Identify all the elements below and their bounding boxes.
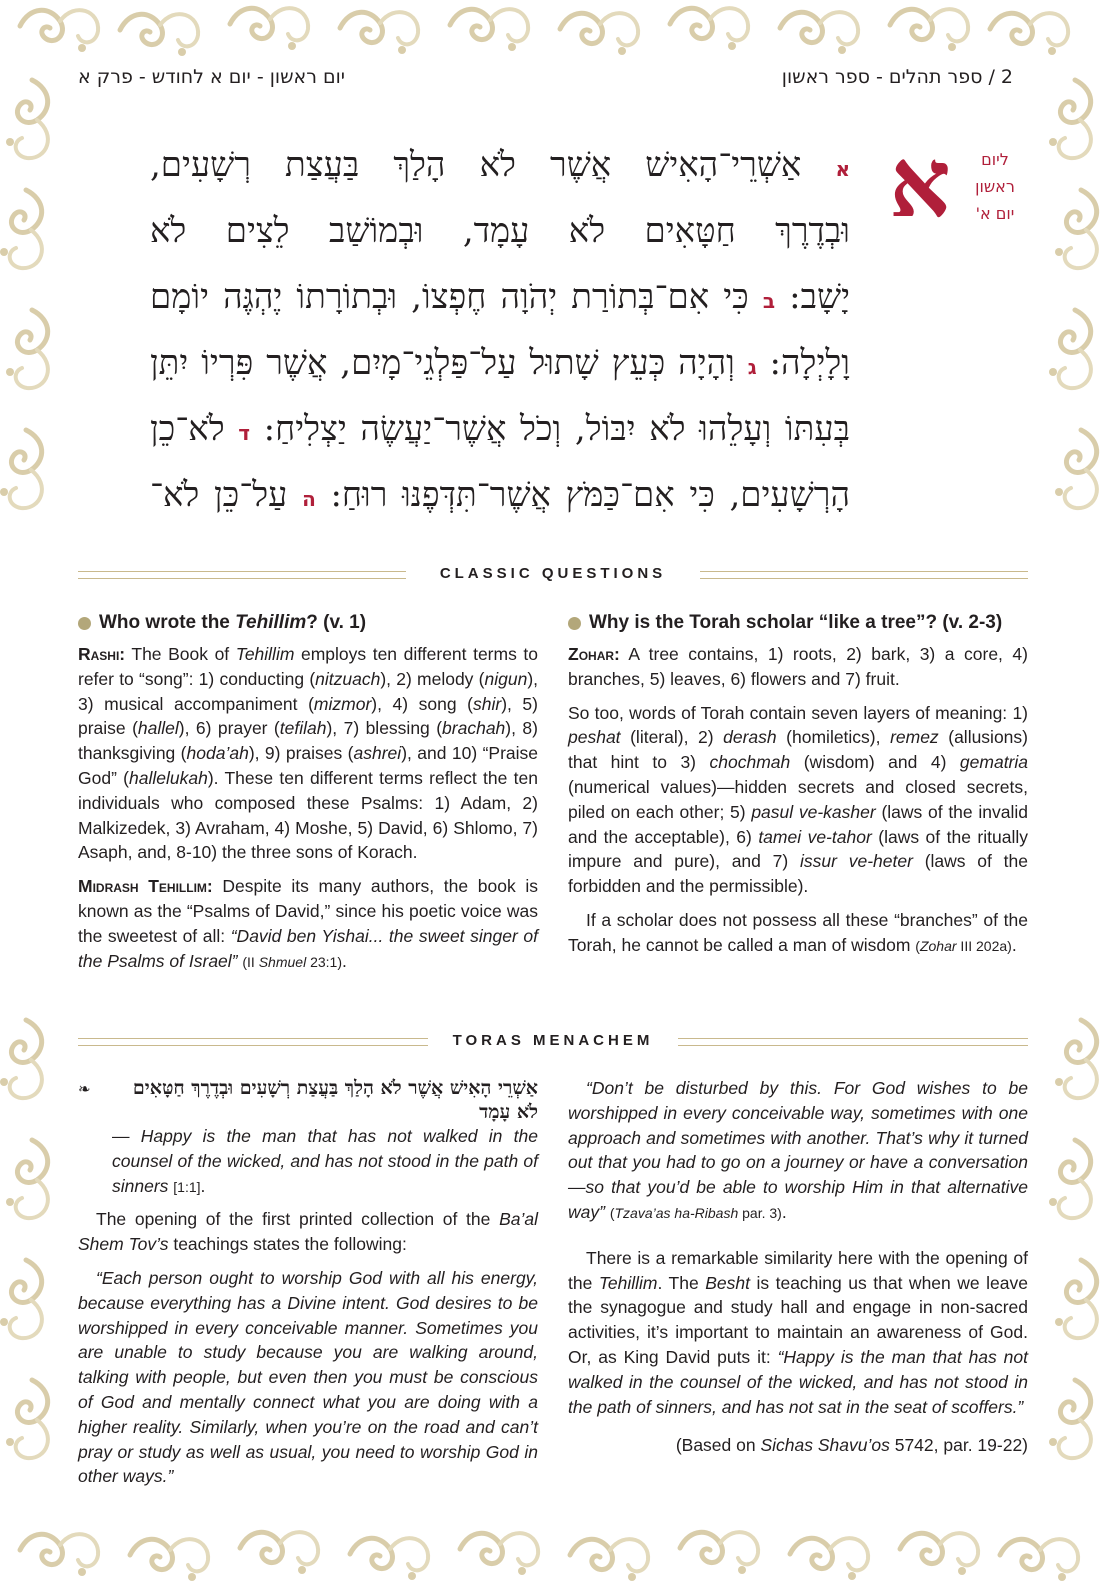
text-run: . xyxy=(1011,934,1017,955)
commentary-paragraph xyxy=(78,1266,538,1489)
verse-translation xyxy=(112,1124,538,1199)
text-run: ( xyxy=(609,1204,615,1221)
text-run: ). These ten different terms reflect the ten individuals who composed these Psalms: 1) Adam, 2) Malkizedek, 3) Avraham, 4) Moshe, 5) David, 6) Shlomo, 7) Asaph, and, 8-10) the three sons of Korach. xyxy=(78,767,538,863)
hebrew-verse-quote: אַשְׁרֵי הָאִישׁ אֲשֶׁר לֹא הָלַךְ בַּעֲצַת רְשָׁעִים וּבְדֶרֶךְ חַטָּאִים לֹא עָמָד xyxy=(132,1077,538,1123)
text-run: issur ve-heter xyxy=(800,851,913,872)
text-run: hallel xyxy=(137,718,179,739)
verse-number: ד xyxy=(238,421,251,445)
source-credit xyxy=(568,1433,1028,1458)
text-run: ? (v. 1) xyxy=(306,612,367,633)
hebrew-line xyxy=(150,198,850,264)
day-label-line: ליום xyxy=(981,150,1009,169)
commentary-paragraph xyxy=(568,1076,1028,1226)
text-run: Shmuel xyxy=(258,953,307,970)
fleuron-icon: ❧ xyxy=(78,1081,91,1098)
toras-menachem-right-column xyxy=(568,1076,1028,1467)
text-run: Besht xyxy=(705,1272,750,1293)
text-run: mizmor xyxy=(313,693,372,714)
text-run: עַל־כֵּן לֹא־ xyxy=(150,475,303,515)
toras-menachem-header xyxy=(78,1029,1028,1053)
text-run: Sichas Shavu’os xyxy=(760,1435,890,1456)
text-run: A tree contains, 1) roots, 2) bark, 3) a core, 4) branches, 5) leaves, 6) flowers and 7) fruit. xyxy=(568,644,1028,689)
text-run: (II xyxy=(242,953,259,970)
text-run: gematria xyxy=(959,752,1029,773)
verse-number: ה xyxy=(302,487,316,511)
text-run: Zohar xyxy=(919,937,957,954)
text-run: ), 6) prayer ( xyxy=(178,718,280,739)
text-run: Why is the Torah scholar “like a tree”? (v. 2-3) xyxy=(589,612,1003,633)
section-title: CLASSIC QUESTIONS xyxy=(439,565,667,582)
text-run: derash xyxy=(723,727,777,748)
chapter-initial-letter: א xyxy=(889,126,951,239)
text-run: III 202a) xyxy=(956,937,1012,954)
text-run: teachings states the following: xyxy=(168,1234,407,1255)
text-run: 23:1) xyxy=(306,953,342,970)
text-run: nigun xyxy=(484,668,528,689)
text-run: . xyxy=(781,1201,787,1222)
text-run: The opening of the first printed collection of the xyxy=(96,1209,500,1230)
text-run: “Don’t be disturbed by this. For God wishes to be worshipped in every conceivable way, sometimes with one approach and sometimes with another. That’s why it turned out that you had to go on a journey or have a conversation—so that you’d be able to worship Him in that alternative way” xyxy=(568,1078,1028,1222)
classic-questions-right-column xyxy=(568,610,1028,968)
text-run: (numerical values)—hidden secrets and closed secrets, piled on each other; 5) xyxy=(568,776,1028,822)
day-label xyxy=(960,146,1030,227)
text-run: There is a remarkable similarity here with the opening of the xyxy=(568,1247,1028,1293)
text-run: 5742, par. 19-22) xyxy=(889,1435,1028,1456)
text-run: (homiletics), xyxy=(776,727,891,748)
text-run: ), 4) song ( xyxy=(371,693,473,714)
hebrew-line xyxy=(150,330,850,396)
text-run: If a scholar does not possess all these “branches” of the Torah, he cannot be called a man of wisdom xyxy=(568,909,1028,955)
text-run: chochmah xyxy=(709,752,791,773)
hebrew-line xyxy=(150,264,850,330)
text-run: (literal), 2) xyxy=(620,727,724,748)
text-run: כִּי אִם־בְּתוֹרַת יְהֹוָה חֶפְצוֹ, וּבְתוֹרָתוֹ יֶהְגֶּה יוֹמָם xyxy=(150,277,763,317)
text-run: וָלָיְלָה: xyxy=(756,343,850,383)
question-heading xyxy=(78,610,538,636)
text-run: יָשָׁב: xyxy=(775,277,851,317)
text-run: nitzuach xyxy=(315,668,381,689)
text-run: tefilah xyxy=(279,718,327,739)
day-label-line: יום א' xyxy=(975,204,1015,223)
text-run: (wisdom) and 4) xyxy=(790,752,960,773)
text-run: Despite its many authors, the book is known as the “Psalms of David,” since his poetic voice was the sweetest of all: xyxy=(78,876,538,946)
text-run: (laws of the forbidden and the permissible). xyxy=(568,851,1028,897)
text-run: employs ten different terms to refer to “song”: 1) conducting ( xyxy=(78,644,538,689)
text-run: par. 3) xyxy=(738,1204,782,1221)
text-run: remez xyxy=(890,727,939,748)
text-run: (laws of the invalid and the acceptable), 6) xyxy=(568,801,1028,847)
text-run: shir xyxy=(472,693,502,714)
text-run: ), and 10) “Praise God” ( xyxy=(78,743,538,788)
classic-questions-left-column xyxy=(78,610,538,983)
classic-questions-header xyxy=(78,562,1028,586)
hebrew-line xyxy=(150,396,850,462)
text-run: (Based on xyxy=(675,1435,761,1456)
text-run: hoda’ah xyxy=(186,743,249,764)
commentary-paragraph xyxy=(78,1207,538,1257)
text-run: Zohar: xyxy=(568,644,620,664)
text-run: “Happy is the man that has not walked in the counsel of the wicked, and has not stood in the path of sinners, and has not sat in the seat of scoffers.” xyxy=(568,1346,1028,1417)
text-run: הָרְשָׁעִים, כִּי אִם־כַּמֹּץ אֲשֶׁר־תִּדְּפֶנּוּ רוּחַ: xyxy=(315,475,851,515)
question-text xyxy=(589,610,1002,636)
text-run: is teaching us that when we leave the synagogue and study hall and engage in non-sacred activities, it’s important to maintain an awareness of God. Or, as King David puts it: xyxy=(568,1272,1028,1367)
text-run: “Each person ought to worship God with all his energy, because everything has a Divine intent. God desires to be worshipped in every conceivable manner. Sometimes you are unable to study because you are walking around, talking with people, but even then you must be conscious of God and mentally connect what you are doing with a higher reality. Similarly, when you’re on the road and can’t pray or study as well as usual, you need to worship God in other ways.” xyxy=(78,1267,538,1487)
text-run: The Book of xyxy=(125,644,236,664)
hebrew-line xyxy=(150,462,850,528)
question-heading xyxy=(568,610,1028,636)
text-run: (allusions) that hint to 3) xyxy=(568,727,1028,773)
text-run: Tehillim xyxy=(235,612,307,633)
text-run: ), 2) melody ( xyxy=(380,668,485,689)
text-run: Ba’al Shem Tov’s xyxy=(78,1209,538,1255)
text-run: ashrei xyxy=(353,743,402,764)
verse-number: א xyxy=(835,157,850,181)
commentary-paragraph xyxy=(568,908,1028,959)
text-run: Tzava’as ha-Ribash xyxy=(614,1204,739,1221)
text-run: — xyxy=(112,1126,141,1146)
commentary-paragraph xyxy=(568,1246,1028,1420)
verse-quote xyxy=(78,1076,538,1199)
text-run: tamei ve-tahor xyxy=(758,826,872,847)
commentary-paragraph xyxy=(568,642,1028,692)
verse-number: ג xyxy=(747,355,757,379)
text-run: pasul ve-kasher xyxy=(751,801,876,822)
text-run: . xyxy=(200,1175,206,1196)
text-run: Rashi: xyxy=(78,644,126,664)
text-run: ), 7) blessing ( xyxy=(326,718,443,739)
text-run: “David ben Yishai... the sweet singer of the Psalms of Israel” xyxy=(78,925,538,971)
text-run: Who wrote the xyxy=(99,612,236,633)
toras-menachem-left-column xyxy=(78,1076,538,1498)
text-run: ( xyxy=(915,937,920,954)
text-run: ), 8) thanksgiving ( xyxy=(78,718,538,764)
text-run: . The xyxy=(657,1272,706,1293)
text-run: hallelukah xyxy=(129,767,208,788)
text-run: ), 5) praise ( xyxy=(78,693,538,739)
text-run: So too, words of Torah contain seven layers of meaning: 1) xyxy=(568,702,1028,723)
day-label-line: ראשון xyxy=(975,177,1015,196)
text-run: peshat xyxy=(568,727,621,748)
bullet-icon xyxy=(78,617,91,630)
text-run: לֹא־כֵן xyxy=(150,409,239,449)
running-head-left: יום ראשון - יום א לחודש - פרק א xyxy=(78,66,346,88)
running-head-right: 2 / ספר תהלים - ספר ראשון xyxy=(781,66,1013,88)
text-run: Tehillim xyxy=(598,1272,658,1293)
commentary-paragraph xyxy=(78,874,538,974)
text-run: וְהָיָה כְּעֵץ שָׁתוּל עַל־פַּלְגֵי־מָיִם, אֲשֶׁר פִּרְיוֹ יִתֵּן xyxy=(150,343,748,383)
text-run: בְּעִתּוֹ וְעָלֵהוּ לֹא יִבּוֹל, וְכֹל אֲשֶׁר־יַעֲשֶׂה יַצְלִיחַ: xyxy=(250,409,850,449)
text-run: [1:1] xyxy=(173,1178,201,1195)
text-run: ), 3) musical accompaniment ( xyxy=(78,668,539,714)
text-run: וּבְדֶרֶךְ חַטָּאִים לֹא עָמָד, וּבְמוֹשַׁב לֵצִים לֹא xyxy=(150,211,850,251)
verse-number: ב xyxy=(762,289,776,313)
text-run: (laws of the ritually impure and pure), and 7) xyxy=(568,826,1028,872)
commentary-paragraph xyxy=(78,642,538,865)
text-run: Happy is the man that has not walked in the counsel of the wicked, and has not stood in the path of sinners xyxy=(112,1126,538,1196)
question-text xyxy=(99,610,366,636)
text-run: ), 9) praises ( xyxy=(248,743,354,764)
hebrew-psalm-text xyxy=(150,132,850,528)
bullet-icon xyxy=(568,617,581,630)
text-run: brachah xyxy=(442,718,506,739)
commentary-paragraph xyxy=(568,701,1028,899)
text-run: Midrash Tehillim: xyxy=(78,876,213,897)
hebrew-line xyxy=(150,132,850,198)
text-run: אַשְׁרֵי־הָאִישׁ אֲשֶׁר לֹא הָלַךְ בַּעֲצַת רְשָׁעִים, xyxy=(150,145,836,185)
text-run: . xyxy=(342,950,347,971)
text-run: Tehillim xyxy=(235,644,295,664)
section-title: TORAS MENACHEM xyxy=(452,1032,654,1049)
